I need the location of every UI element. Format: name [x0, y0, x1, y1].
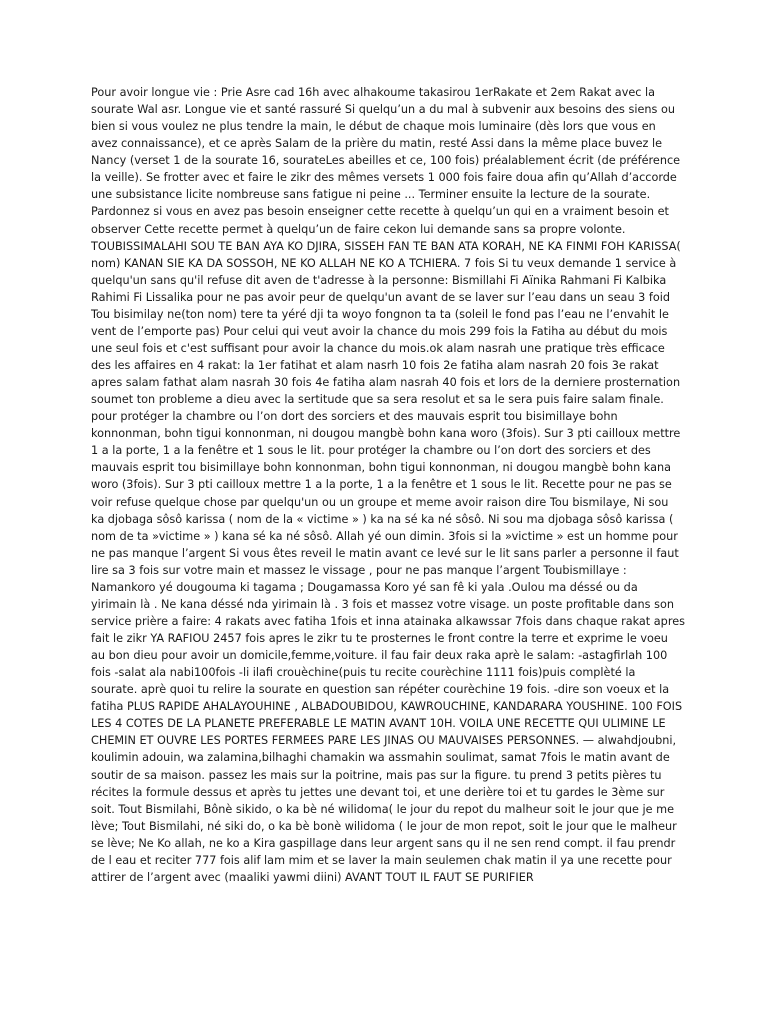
document-body-text: Pour avoir longue vie : Prie Asre cad 16h avec alhakoume takasirou 1erRakate et 2em Rakat avec la sourate Wal asr. Longue vie et santé rassuré Si quelqu’un a du mal à subvenir aux besoins des siens ou bien si vous voulez ne plus tendre la main, le début de chaque mois luminaire (dès lors que vous en avez connaissance), et ce après Salam de la prière du matin, resté Assi dans la même place buvez le Nancy (verset 1 de la sourate 16, sourateLes abeilles et ce, 100 fois) préalablement écrit (de préférence la veille). Se frotter avec et faire le zikr des mêmes versets 1 000 fois faire doua afin qu’Allah d’accorde une subsistance licite nombreuse sans fatigue ni peine ... Terminer ensuite la lecture de la sourate. Pardonnez si vous en avez pas besoin enseigner cette recette à quelqu’un qui en a vraiment besoin et observer Cette recette permet à quelqu’un de faire cekon lui demande sans sa propre volonte. TOUBISSIMALAHI SOU TE BAN AYA KO DJIRA, SISSEH FAN TE BAN ATA KORAH, NE KA FINMI FOH KARISSA( nom) KANAN SIE KA DA SOSSOH, NE KO ALLAH NE KO A TCHIERA. 7 fois Si tu veux demande 1 service à quelqu'un sans qu'il refuse dit aven de t'adresse à la personne: Bismillahi Fi Aïnika Rahmani Fi Kalbika Rahimi Fi Lissalika pour ne pas avoir peur de quelqu'un avant de se laver sur l’eau dans un seau 3 foid Tou bisimilay ne(ton nom) tere ta yéré dji ta woyo fongnon ta ta (soleil le fond pas l’eau ne l’envahit le vent de l’emporte pas) Pour celui qui veut avoir la chance du mois 299 fois la Fatiha au début du mois une seul fois et c'est suffisant pour avoir la chance du mois.ok alam nasrah une pratique très efficace des les affaires en 4 rakat: la 1er fatihat et alam nasrh 10 fois 2e fatiha alam nasrah 20 fois 3e rakat apres salam fathat alam nasrah 30 fois 4e fatiha alam nasrah 40 fois et lors de la derniere prosternation soumet ton probleme a dieu avec la sertitude que sa sera resolut et sa le sera puis faire salam finale. pour protéger la chambre ou l’on dort des sorciers et des mauvais esprit tou bisimillaye bohn konnonman, bohn tigui konnonman, ni dougou mangbè bohn kana woro (3fois). Sur 3 pti cailloux mettre 1 a la porte, 1 a la fenêtre et 1 sous le lit. pour protéger la chambre ou l’on dort des sorciers et des mauvais esprit tou bisimillaye bohn konnonman, bohn tigui konnonman, ni dougou mangbè bohn kana woro (3fois). Sur 3 pti cailloux mettre 1 a la porte, 1 a la fenêtre et 1 sous le lit. Recette pour ne pas se voir refuse quelque chose par quelqu'un ou un groupe et meme avoir raison dire Tou bismilaye, Ni sou ka djobaga sôsô karissa ( nom de la « victime » ) ka na sé ka né sôsô. Ni sou ma djobaga sôsô karissa ( nom de ta »victime » ) kana sé ka né sôsô. Allah yé oun dimin. 3fois si la »victime » est un homme pour ne pas manque l’argent Si vous êtes reveil le matin avant ce levé sur le lit sans parler a personne il faut lire sa 3 fois sur votre main et massez le vissage , pour ne pas manque l’argent Toubismillaye : Namankoro yé dougouma ki tagama ; Dougamassa Koro yé san fê ki yala .Oulou ma déssé ou da yirimain là . Ne kana déssé nda yirimain là . 3 fois et massez votre visage. un poste profitable dans son service prière a faire: 4 rakats avec fatiha 1fois et inna atainaka alkawssar 7fois dans chaque rakat apres fait le zikr YA RAFIOU 2457 fois apres le zikr tu te prosternes le front contre la terre et exprime le voeu au bon dieu pour avoir un domicile,femme,voiture. il fau fair deux raka aprè le salam: -astagfirlah 100 fois -salat ala nabi100fois -li ilafi crouèchine(puis tu recite courèchine 1111 fois)puis complèté la sourate. aprè quoi tu relire la sourate en question san répéter courèchine 19 fois. -dire son voeux et la fatiha PLUS RAPIDE AHALAYOUHINE , ALBADOUBIDOU, KAWROUCHINE, KANDARARA YOUSHINE. 100 FOIS LES 4 COTES DE LA PLANETE PREFERABLE LE MATIN AVANT 10H. VOILA UNE RECETTE QUI ULIMINE LE CHEMIN ET OUVRE LES PORTES FERMEES PARE LES JINAS OU MAUVAISES PERSONNES. — alwahdjoubni, koulimin adouin, wa zalamina,bilhaghi chamakin wa assmahin soulimat, samat 7fois le matin avant de soutir de sa maison. passez les mais sur la poitrine, mais pas sur la figure. tu prend 3 petits pières tu récites la formule dessus et après tu jettes une devant toi, et une derière toi et tu gardes le 3ème sur soit. Tout Bismilahi, Bônè sikido, o ka bè né wilidoma( le jour du repot du malheur soit le jour que je me lève; Tout Bismilahi, né siki do, o ka bè bonè wilidoma ( le jour de mon repot, soit le jour que le malheur se lève; Ne Ko allah, ne ko a Kira gaspillage dans leur argent sans qu il ne sen rend compt. il fau prendr de l eau et reciter 777 fois alif lam mim et se laver la main seulemen chak matin il ya une recette pour attirer de l’argent avec (maaliki yawmi diini) AVANT TOUT IL FAUT SE PURIFIER — [91, 86, 685, 884]
document-page — [91, 84, 685, 886]
